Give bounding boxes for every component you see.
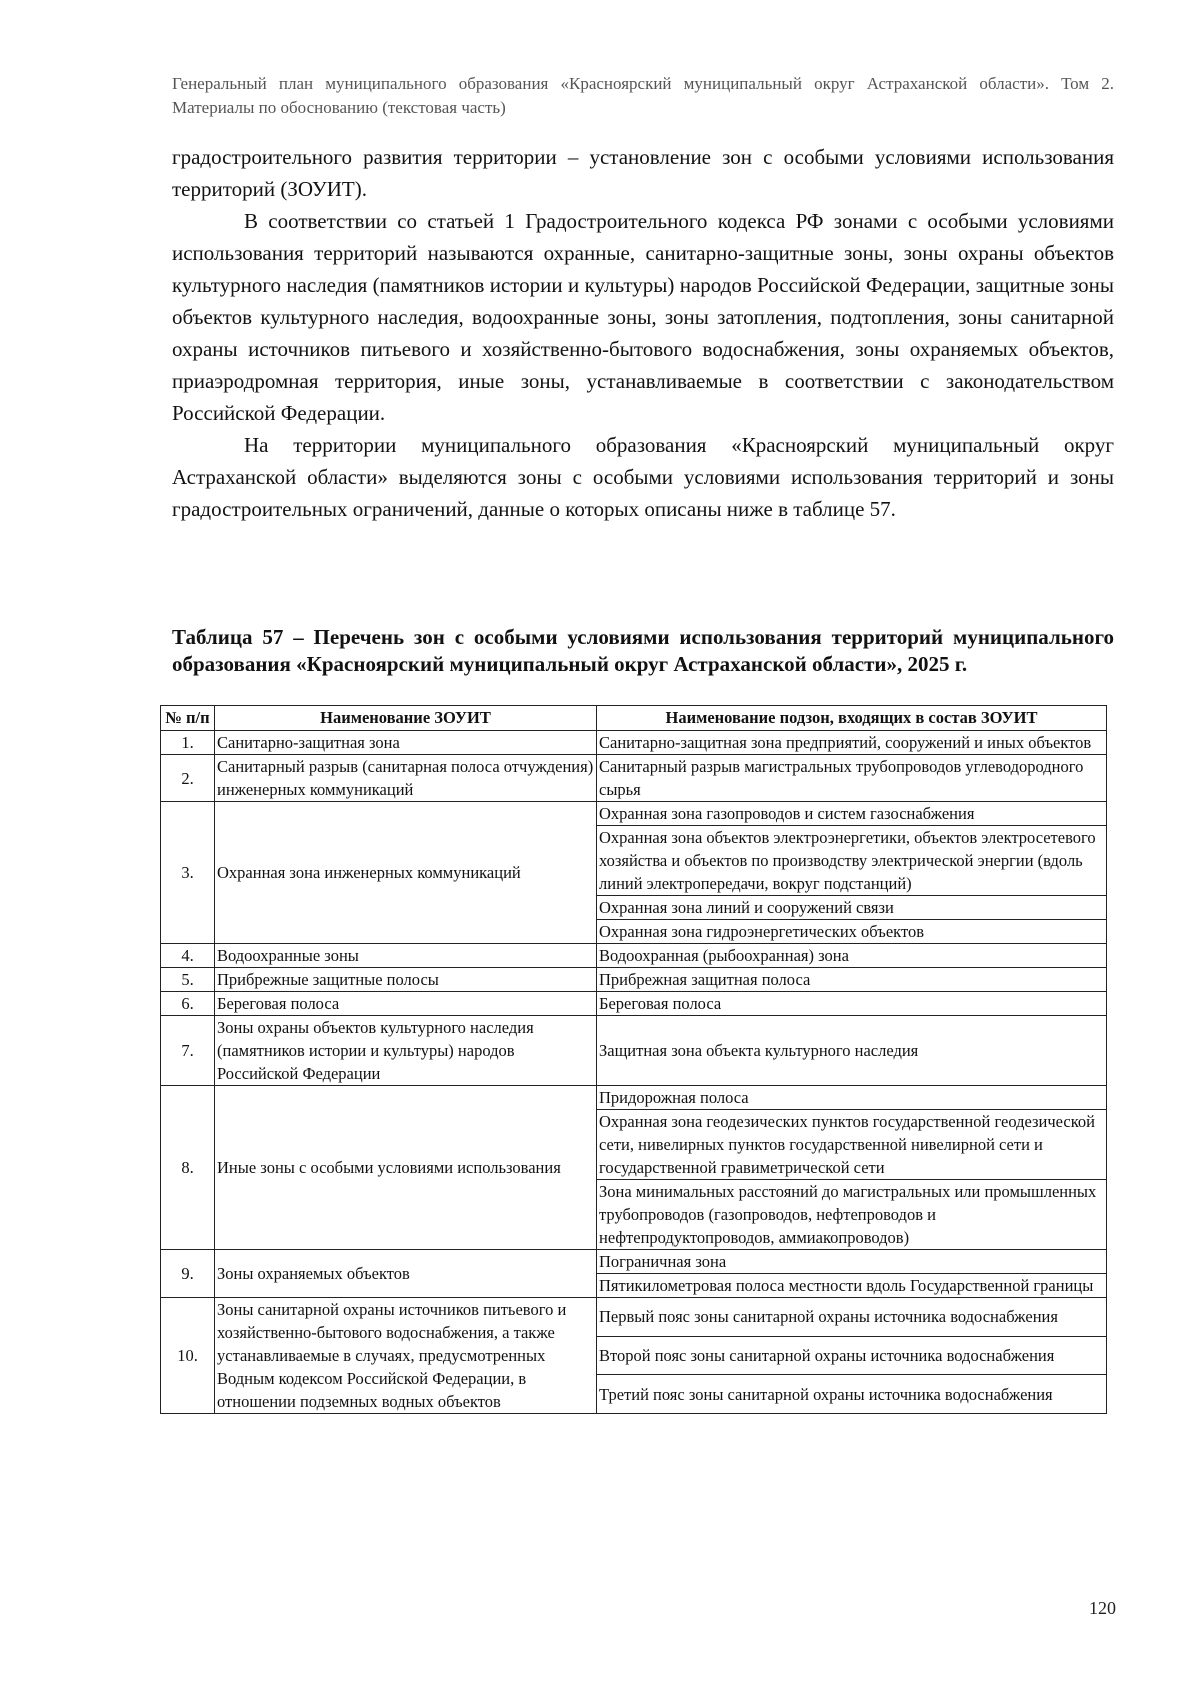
row-number: 6. [161,992,215,1016]
page-number: 120 [1089,1598,1116,1618]
paragraph-3: На территории муниципального образования «Красноярский муниципальный округ Астраханской области» выделяются зоны с особыми условиями использования территорий и зоны градостроительных ограничений, данные о которых описаны ниже в таблице 57. [172,433,1114,521]
subzone-name: Пограничная зона [597,1250,1107,1274]
row-number: 3. [161,802,215,944]
subzone-name: Водоохранная (рыбоохранная) зона [597,944,1107,968]
subzone-name: Придорожная полоса [597,1086,1107,1110]
zone-name: Охранная зона инженерных коммуникаций [215,802,597,944]
body-text [172,141,1114,525]
table-row [161,755,1107,802]
subzone-name: Прибрежная защитная полоса [597,968,1107,992]
subzone-name: Третий пояс зоны санитарной охраны источника водоснабжения [597,1375,1107,1414]
subzone-name: Санитарный разрыв магистральных трубопроводов углеводородного сырья [597,755,1107,802]
zouit-table [160,705,1107,1414]
subzone-name: Охранная зона газопроводов и систем газоснабжения [597,802,1107,826]
zone-name: Санитарный разрыв (санитарная полоса отчуждения) инженерных коммуникаций [215,755,597,802]
subzone-name: Санитарно-защитная зона предприятий, сооружений и иных объектов [597,731,1107,755]
running-header: Генеральный план муниципального образования «Красноярский муниципальный округ Астраханской области». Том 2. Материалы по обоснованию (текстовая часть) [172,74,1114,117]
zone-name: Зоны санитарной охраны источников питьевого и хозяйственно-бытового водоснабжения, а также устанавливаемые в случаях, предусмотренных Водным кодексом Российской Федерации, в отношении подземных водных объектов [215,1298,597,1414]
table-row [161,1016,1107,1086]
table-row [161,992,1107,1016]
row-number: 1. [161,731,215,755]
header-subzones: Наименование подзон, входящих в состав ЗОУИТ [597,706,1107,731]
table-row [161,968,1107,992]
zone-name: Зоны охраняемых объектов [215,1250,597,1298]
table-caption: Таблица 57 – Перечень зон с особыми условиями использования территорий муниципального образования «Красноярский муниципальный округ Астраханской области», 2025 г. [172,625,1114,676]
subzone-name: Защитная зона объекта культурного наследия [597,1016,1107,1086]
zone-name: Зоны охраны объектов культурного наследия (памятников истории и культуры) народов Российской Федерации [215,1016,597,1086]
row-number: 2. [161,755,215,802]
subzone-name: Береговая полоса [597,992,1107,1016]
table-row [161,944,1107,968]
subzone-name: Охранная зона гидроэнергетических объектов [597,920,1107,944]
zone-name: Береговая полоса [215,992,597,1016]
row-number: 10. [161,1298,215,1414]
header-zone-name: Наименование ЗОУИТ [215,706,597,731]
subzone-name: Охранная зона линий и сооружений связи [597,896,1107,920]
subzone-name: Первый пояс зоны санитарной охраны источника водоснабжения [597,1298,1107,1337]
zone-name: Прибрежные защитные полосы [215,968,597,992]
row-number: 7. [161,1016,215,1086]
zone-name: Водоохранные зоны [215,944,597,968]
row-number: 8. [161,1086,215,1250]
paragraph-2: В соответствии со статьей 1 Градостроительного кодекса РФ зонами с особыми условиями использования территорий называются охранные, санитарно-защитные зоны, зоны охраны объектов культурного наследия (памятников истории и культуры) народов Российской Федерации, защитные зоны объектов культурного наследия, водоохранные зоны, зоны затопления, подтопления, зоны санитарной охраны источников питьевого и хозяйственно-бытового водоснабжения, зоны охраняемых объектов, приаэродромная территория, иные зоны, устанавливаемые в соответствии с законодательством Российской Федерации. [172,209,1114,425]
subzone-name: Охранная зона геодезических пунктов государственной геодезической сети, нивелирных пунктов государственной нивелирной сети и государственной гравиметрической сети [597,1110,1107,1180]
table-row [161,1298,1107,1337]
subzone-name: Охранная зона объектов электроэнергетики, объектов электросетевого хозяйства и объектов по производству электрической энергии (вдоль линий электропередачи, вокруг подстанций) [597,826,1107,896]
subzone-name: Второй пояс зоны санитарной охраны источника водоснабжения [597,1336,1107,1375]
table-row [161,1086,1107,1110]
row-number: 9. [161,1250,215,1298]
paragraph-1: градостроительного развития территории – установление зон с особыми условиями использования территорий (ЗОУИТ). [172,145,1114,201]
row-number: 5. [161,968,215,992]
table-row [161,1250,1107,1274]
row-number: 4. [161,944,215,968]
zone-name: Санитарно-защитная зона [215,731,597,755]
table-row [161,731,1107,755]
subzone-name: Зона минимальных расстояний до магистральных или промышленных трубопроводов (газопроводов, нефтепроводов и нефтепродуктопроводов, аммиакопроводов) [597,1180,1107,1250]
table-body [161,731,1107,1414]
subzone-name: Пятикилометровая полоса местности вдоль Государственной границы [597,1274,1107,1298]
table-header-row [161,706,1107,731]
table-row [161,802,1107,826]
zone-name: Иные зоны с особыми условиями использования [215,1086,597,1250]
header-num: № п/п [161,706,215,731]
